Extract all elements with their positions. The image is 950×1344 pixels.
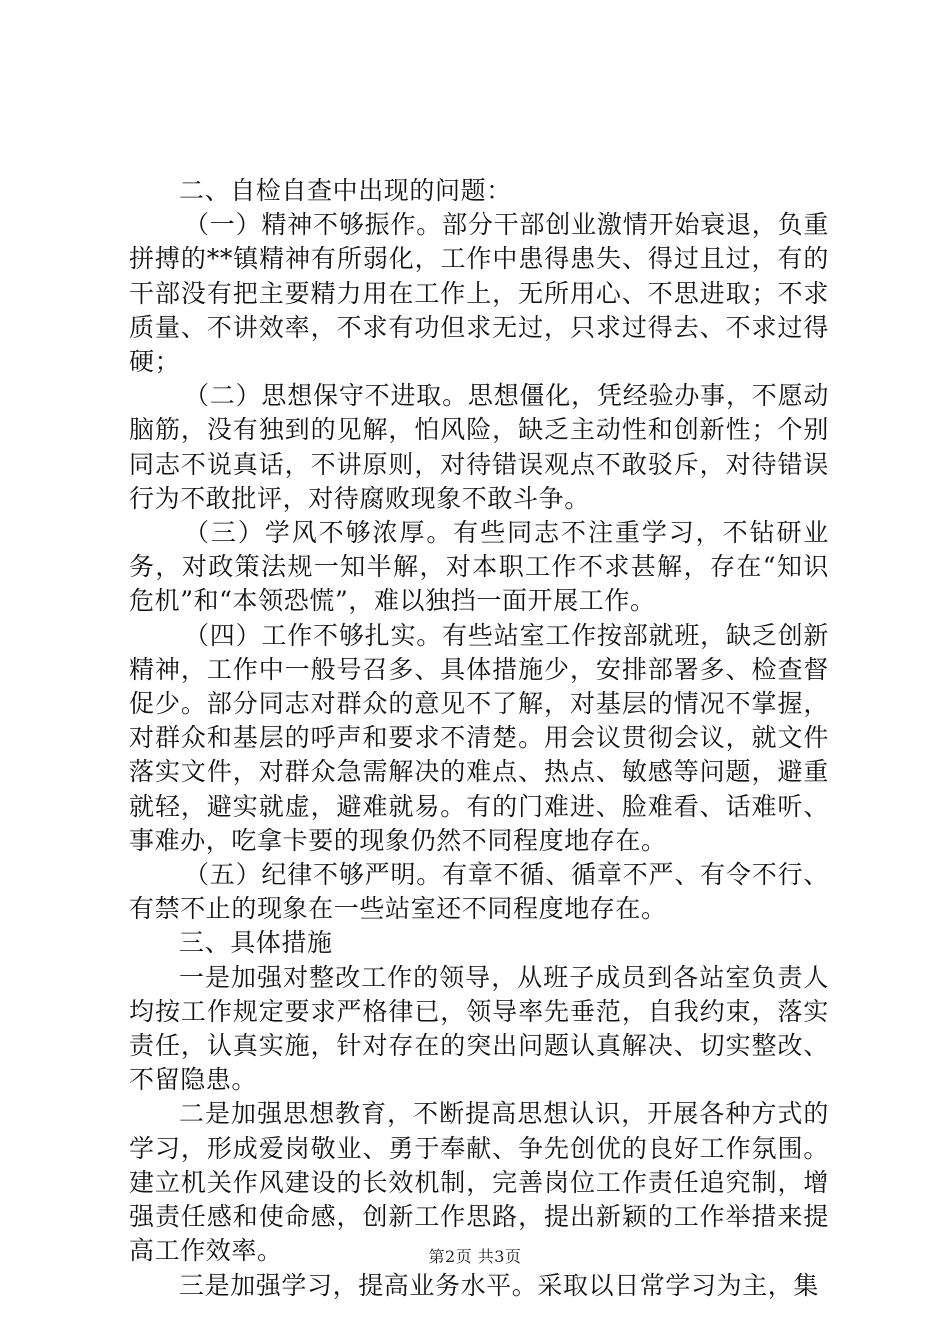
section-heading-problems: 二、自检自查中出现的问题：: [179, 176, 512, 205]
paragraph-problem-1: （一）精神不够振作。部分干部创业激情开始衰退，负重拼搏的**镇精神有所弱化，工作中患得患失、得过且过，有的干部没有把主要精力用在工作上，无所用心、不思进取；不求质量、不讲效率，不求有功但求无过，只求过得去、不求过得硬；: [129, 210, 829, 377]
document-body: [129, 174, 829, 1303]
paragraph-problem-4: （四）工作不够扎实。有些站室工作按部就班，缺乏创新精神，工作中一般号召多、具体措施少，安排部署多、检查督促少。部分同志对群众的意见不了解，对基层的情况不掌握，对群众和基层的呼声和要求不清楚。用会议贯彻会议，就文件落实文件，对群众急需解决的难点、热点、敏感等问题，避重就轻，避实就虚，避难就易。有的门难进、脸难看、话难听、事难办，吃拿卡要的现象仍然不同程度地存在。: [129, 620, 829, 855]
paragraph-measure-2: 二是加强思想教育，不断提高思想认识，开展各种方式的学习，形成爱岗敬业、勇于奉献、争先创优的良好工作氛围。建立机关作风建设的长效机制，完善岗位工作责任追究制，增强责任感和使命感，创新工作思路，提出新颖的工作举措来提高工作效率。: [129, 1099, 829, 1266]
paragraph-problem-3: （三）学风不够浓厚。有些同志不注重学习，不钻研业务，对政策法规一知半解，对本职工作不求甚解，存在“知识危机”和“本领恐慌”，难以独挡一面开展工作。: [129, 518, 829, 616]
paragraph-problem-2: （二）思想保守不进取。思想僵化，凭经验办事，不愿动脑筋，没有独到的见解，怕风险，缺乏主动性和创新性；个别同志不说真话，不讲原则，对待错误观点不敢驳斥，对待错误行为不敢批评，对待腐败现象不敢斗争。: [129, 381, 829, 513]
page-number-footer: 第2页 共3页: [428, 1247, 522, 1266]
paragraph-measure-3: 三是加强学习，提高业务水平。采取以日常学习为主，集: [179, 1270, 820, 1300]
paragraph-measure-1: 一是加强对整改工作的领导，从班子成员到各站室负责人均按工作规定要求严格律已，领导率先垂范，自我约束，落实责任，认真实施，针对存在的突出问题认真解决、切实整改、不留隐患。: [129, 962, 829, 1095]
paragraph-problem-5: （五）纪律不够严明。有章不循、循章不严、有令不行、有禁不止的现象在一些站室还不同程度地存在。: [129, 860, 829, 924]
section-heading-measures: 三、具体措施: [179, 928, 333, 958]
